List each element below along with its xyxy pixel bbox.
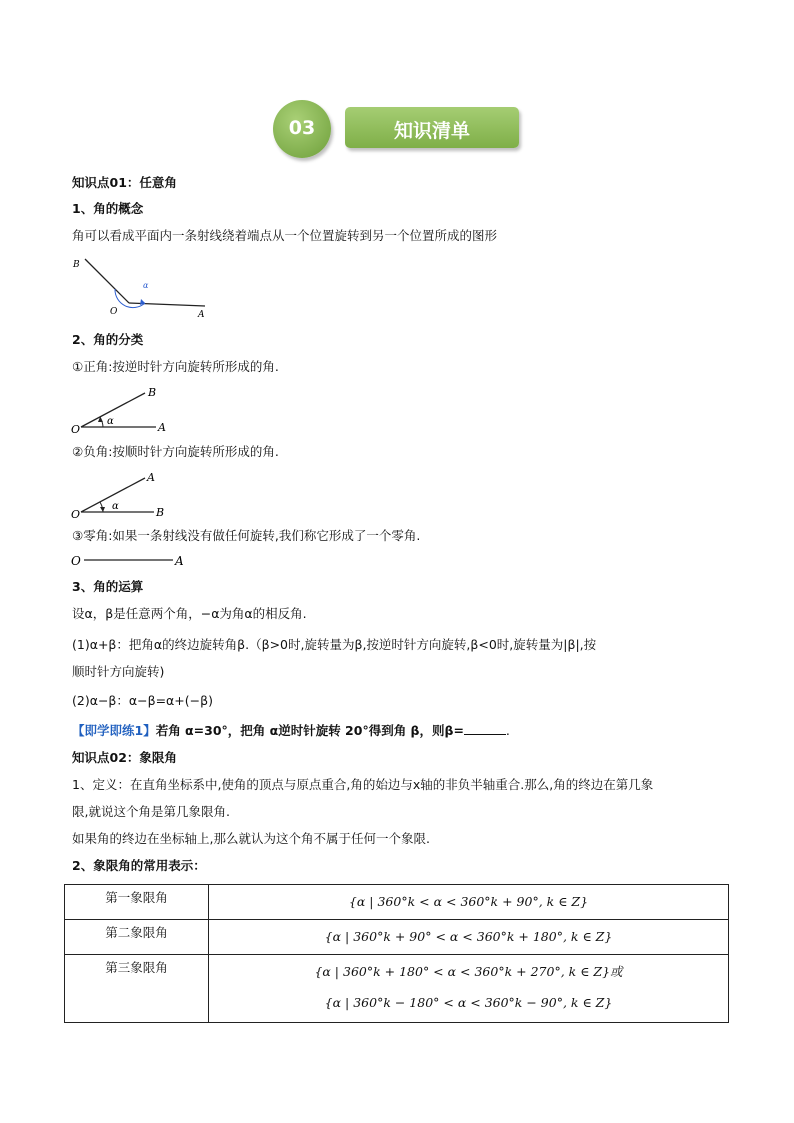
set-expression-alt: {α | 360°k − 180° < α < 360°k − 90°, k ∈ Z}: [324, 995, 613, 1010]
definition-line1: 1、定义：在直角坐标系中,使角的顶点与原点重合,角的始边与x轴的非负半轴重合.那么,角的终边在第几象: [72, 777, 654, 792]
classification-heading: 2、角的分类: [72, 332, 144, 347]
quadrant-set: [209, 920, 729, 955]
section-title-banner: [345, 107, 519, 148]
quadrant-table-title: 2、象限角的常用表示：: [72, 858, 206, 873]
table-row: [65, 920, 729, 955]
table-row: [65, 885, 729, 920]
label-A: A: [147, 471, 155, 484]
definition-line3: 如果角的终边在坐标轴上,那么就认为这个角不属于任何一个象限.: [72, 831, 430, 846]
section-number: 03: [288, 117, 316, 139]
angle-concept-figure: [70, 255, 220, 319]
quadrant-name: 第一象限角: [65, 885, 209, 920]
label-alpha: α: [112, 501, 119, 512]
positive-angle-figure: [70, 382, 180, 436]
label-A: A: [158, 421, 166, 434]
label-O: O: [71, 423, 81, 436]
definition-line2: 限,就说这个角是第几象限角.: [72, 804, 230, 819]
operations-heading: 3、角的运算: [72, 579, 144, 594]
negative-angle-figure: [70, 467, 180, 521]
practice-tag: 【即学即练1】: [72, 723, 156, 738]
concept-text: 角可以看成平面内一条射线绕着端点从一个位置旋转到另一个位置所成的图形: [72, 228, 498, 243]
quadrant-name: 第三象限角: [65, 955, 209, 1023]
knowledge-point-1-title: 知识点01：任意角: [72, 175, 177, 190]
quadrant-angle-table: [64, 884, 729, 1023]
practice-1: [72, 722, 510, 740]
label-A: A: [198, 310, 205, 320]
label-alpha: α: [107, 416, 114, 427]
knowledge-point-2-title: 知识点02：象限角: [72, 750, 177, 765]
set-expression: {α | 360°k + 90° < α < 360°k + 180°, k ∈ Z}: [324, 929, 613, 944]
operation-sum-line1: (1)α+β：把角α的终边旋转角β.（β>0时,旋转量为β,按逆时针方向旋转,β<0时,旋转量为|β|,按: [72, 637, 597, 652]
quadrant-name: 第二象限角: [65, 920, 209, 955]
label-alpha: α: [143, 281, 149, 290]
practice-end: .: [505, 723, 510, 738]
negative-angle-text: ②负角:按顺时针方向旋转所形成的角.: [72, 444, 279, 459]
zero-angle-figure: [70, 551, 190, 571]
operations-intro: 设α，β是任意两个角，−α为角α的相反角.: [72, 606, 307, 621]
label-O: O: [110, 307, 118, 317]
concept-heading: 1、角的概念: [72, 201, 144, 216]
set-expression: {α | 360°k + 180° < α < 360°k + 270°, k ∈ Z}或: [314, 964, 623, 979]
answer-blank[interactable]: [464, 722, 506, 735]
operation-sum-line2: 顺时针方向旋转): [72, 664, 165, 679]
label-B: B: [148, 386, 157, 399]
label-O: O: [71, 508, 81, 521]
set-expression: {α | 360°k < α < 360°k + 90°, k ∈ Z}: [348, 894, 589, 909]
quadrant-set: [209, 955, 729, 1023]
section-title: 知识清单: [393, 120, 470, 142]
quadrant-set: [209, 885, 729, 920]
operation-difference: (2)α−β：α−β=α+(−β): [72, 693, 213, 708]
positive-angle-text: ①正角:按逆时针方向旋转所形成的角.: [72, 359, 279, 374]
label-A: A: [175, 554, 184, 568]
practice-question: 若角 α=30°，把角 α逆时针旋转 20°得到角 β，则β=: [155, 723, 464, 738]
label-O: O: [71, 554, 81, 568]
label-B: B: [156, 506, 165, 519]
zero-angle-text: ③零角:如果一条射线没有做任何旋转,我们称它形成了一个零角.: [72, 528, 421, 543]
label-B: B: [73, 260, 80, 270]
table-row: [65, 955, 729, 1023]
section-number-badge: [273, 100, 331, 158]
